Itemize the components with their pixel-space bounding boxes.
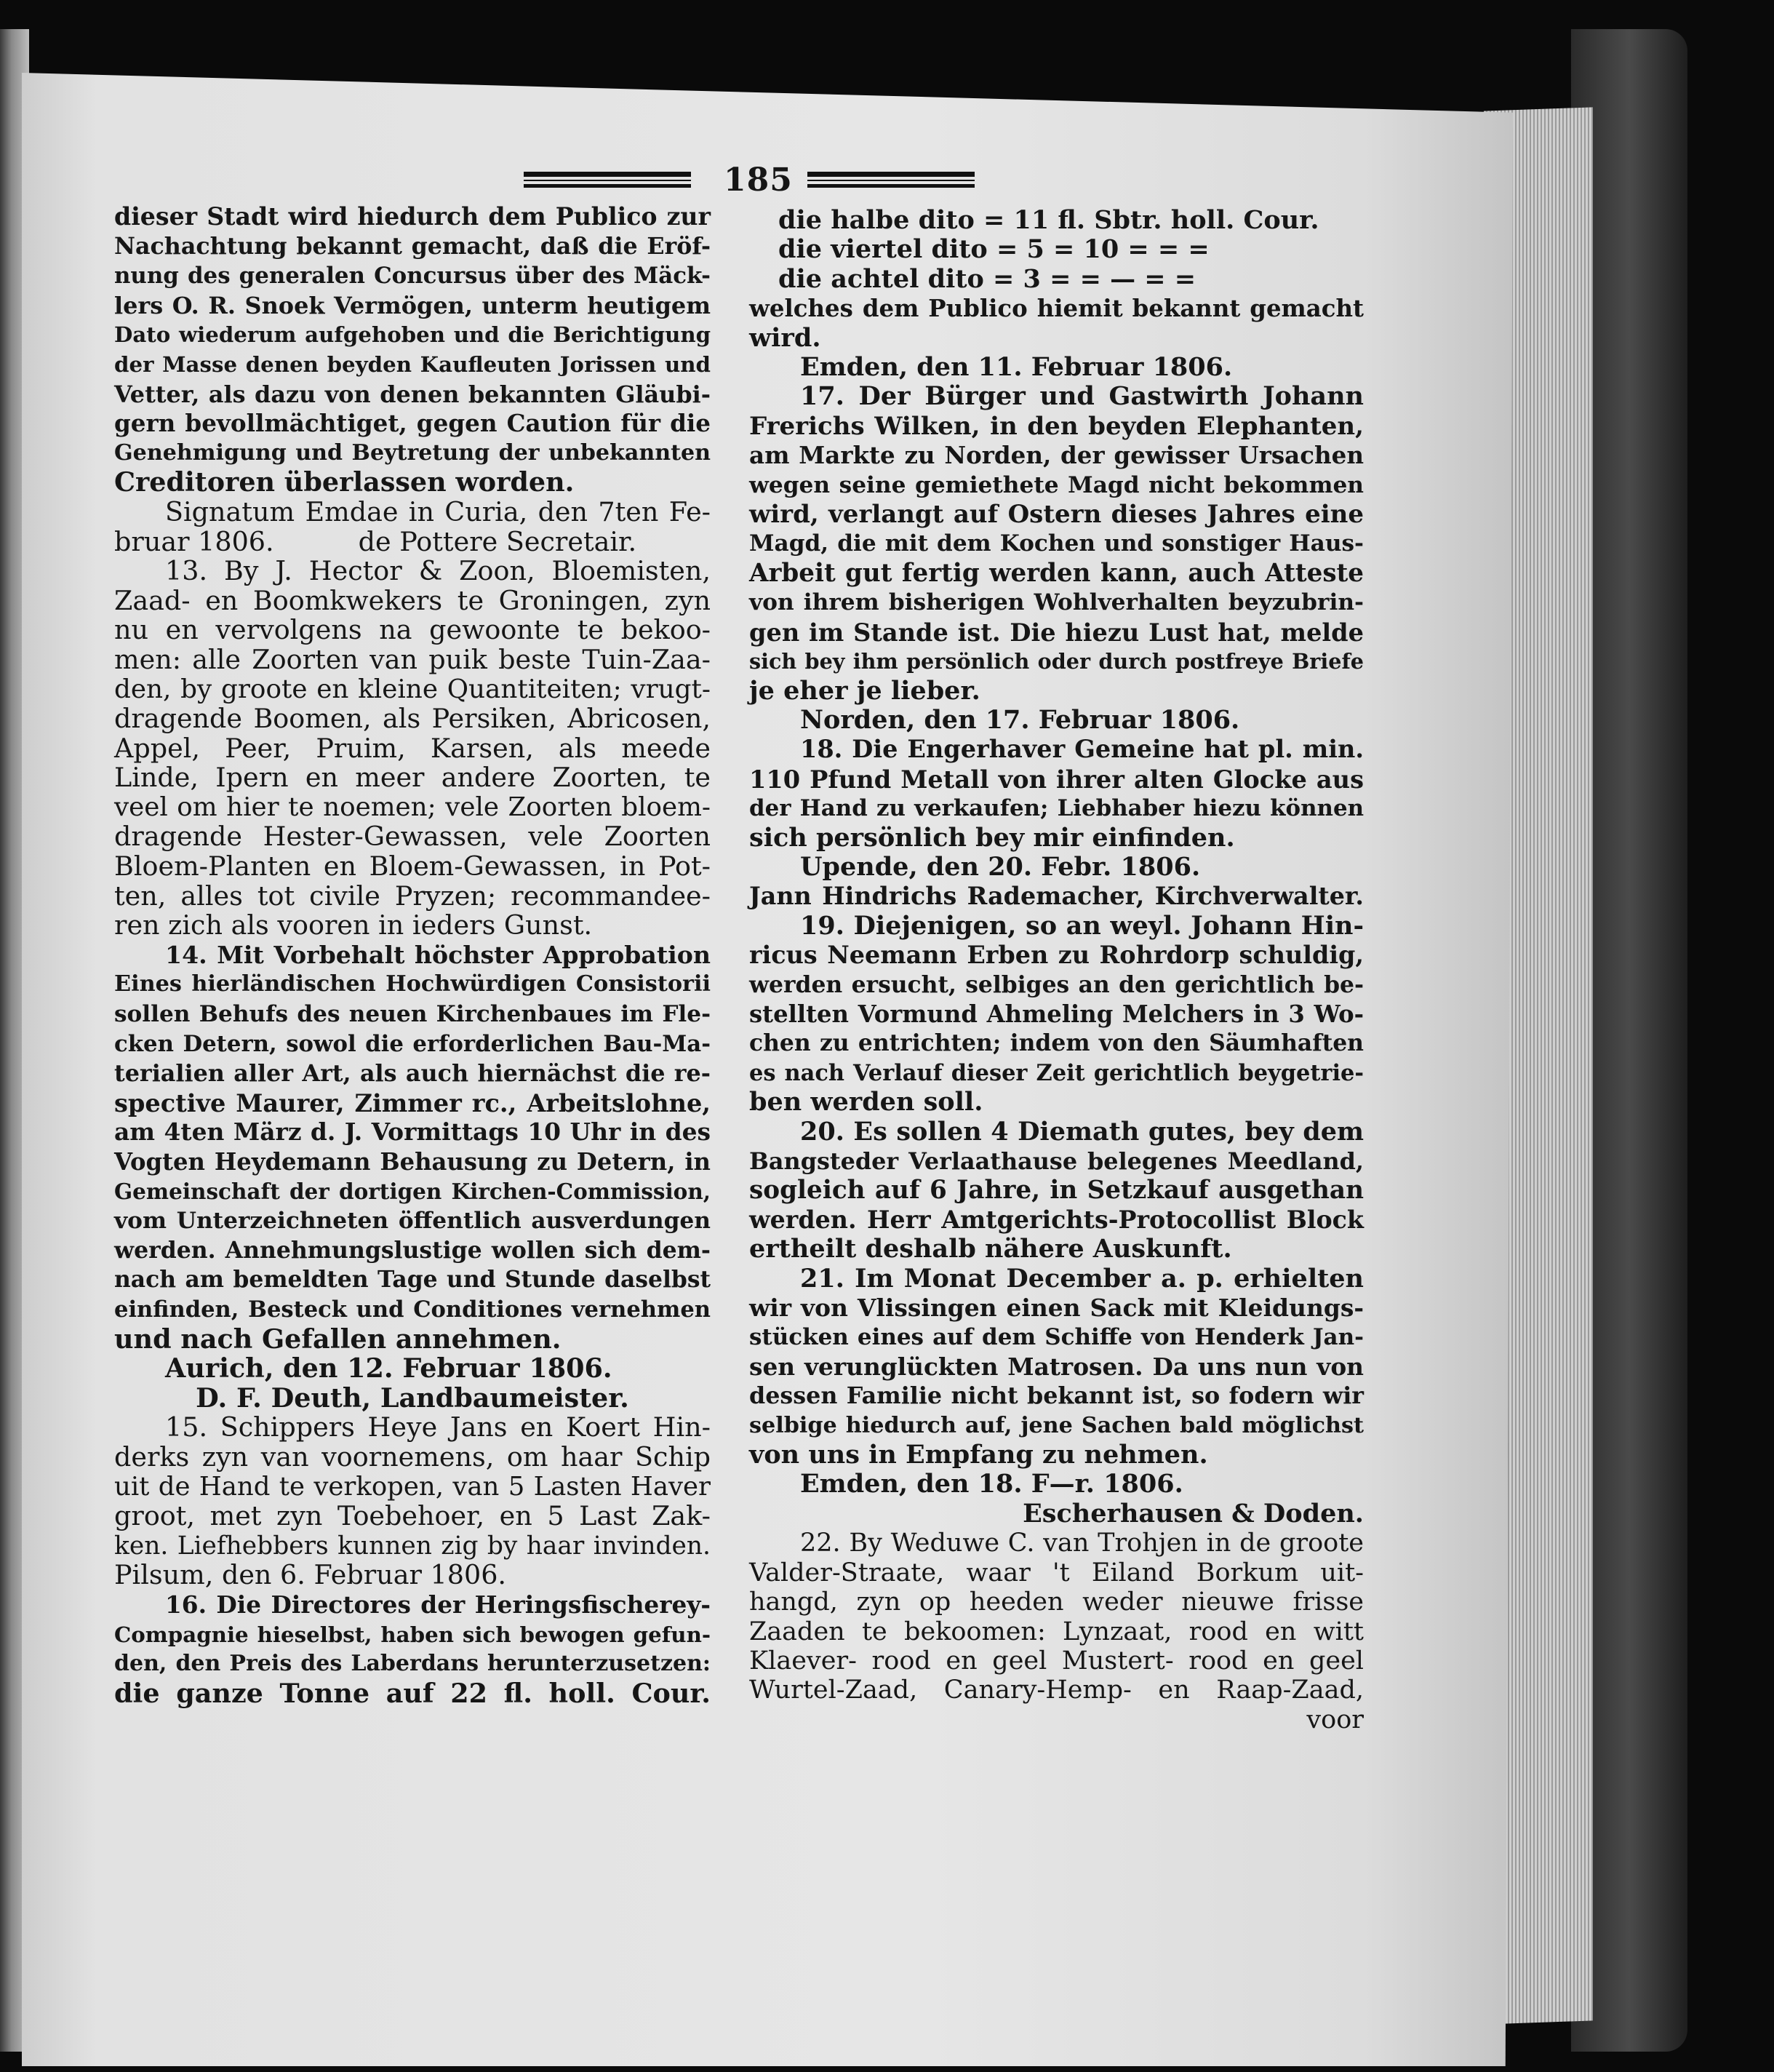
text-line: und nach Gefallen annehmen.	[114, 1323, 562, 1355]
text-line: gern bevollmächtiget, gegen Caution für die	[114, 409, 711, 438]
text-line: ertheilt deshalb nähere Auskunft.	[749, 1234, 1232, 1264]
text-line: wir von Vlissingen einen Sack mit Kleidungs-	[749, 1294, 1364, 1323]
text-line: 21. Im Monat December a. p. erhielten	[800, 1263, 1364, 1294]
header-rule-left	[524, 172, 691, 188]
text-line: Signatum Emdae in Curia, den 7ten Fe-	[165, 495, 711, 527]
text-line: Gemeinschaft der dortigen Kirchen-Commission,	[114, 1178, 711, 1204]
text-line: terialien aller Art, als auch hiernächst die re-	[114, 1059, 711, 1088]
catchword: voor	[1306, 1705, 1364, 1734]
text-line: der Hand zu verkaufen; Liebhaber hiezu können	[749, 795, 1364, 822]
text-line: selbige hiedurch auf, jene Sachen bald möglichst	[749, 1412, 1364, 1438]
text-line: Klaever- rood en geel Mustert- rood en geel	[749, 1646, 1364, 1675]
text-line: sich bey ihm persönlich oder durch postfreye Briefe	[749, 649, 1364, 674]
text-line: Bangsteder Verlaathause belegenes Meedland,	[749, 1147, 1364, 1175]
text-line: Compagnie hieselbst, haben sich bewogen gefun-	[114, 1622, 711, 1647]
text-line: stellten Vormund Ahmeling Melchers in 3 Wo-	[749, 1000, 1364, 1028]
text-line: wegen seine gemiethete Magd nicht bekommen	[749, 471, 1364, 498]
text-line: werden. Annehmungslustige wollen sich dem-	[114, 1236, 711, 1264]
text-line: Emden, den 18. F—r. 1806.	[800, 1469, 1183, 1499]
text-line: Appel, Peer, Pruim, Karsen, als meede	[114, 732, 711, 764]
text-line: cken Detern, sowol die erforderlichen Bau-Ma-	[114, 1030, 711, 1057]
text-line: 20. Es sollen 4 Diemath gutes, bey dem	[800, 1116, 1364, 1147]
text-line: dessen Familie nicht bekannt ist, so fodern wir	[749, 1382, 1364, 1410]
text-line: stücken eines auf dem Schiffe von Henderk Jan-	[749, 1324, 1364, 1351]
text-line: wird, verlangt auf Ostern dieses Jahres eine	[749, 500, 1364, 530]
text-line: 110 Pfund Metall von ihrer alten Glocke aus	[749, 764, 1364, 794]
text-line: dragende Hester-Gewassen, vele Zoorten	[114, 821, 711, 853]
text-line: 17. Der Bürger und Gastwirth Johann	[800, 381, 1364, 412]
text-line: je eher je lieber.	[749, 675, 980, 706]
text-line: ben werden soll.	[749, 1087, 983, 1117]
text-line: sich persönlich bey mir einfinden.	[749, 822, 1235, 853]
text-line: Magd, die mit dem Kochen und sonstiger Haus-	[749, 530, 1364, 557]
text-line: Valder-Straate, waar 't Eiland Borkum uit-	[749, 1558, 1364, 1587]
text-line: Escherhausen & Doden.	[1023, 1498, 1364, 1529]
text-line: Genehmigung und Beytretung der unbekannten	[114, 439, 711, 466]
header-rule-right	[807, 172, 975, 188]
page-header	[524, 162, 975, 198]
text-line: am 4ten März d. J. Vormittags 10 Uhr in des	[114, 1117, 711, 1147]
text-line: Upende, den 20. Febr. 1806.	[800, 851, 1201, 882]
text-line: 18. Die Engerhaver Gemeine hat pl. min.	[800, 735, 1364, 764]
text-line: Vetter, als dazu von denen bekannten Gläubi-	[114, 380, 711, 408]
page-number: 185	[724, 162, 793, 199]
text-line: dragende Boomen, als Persiken, Abricosen,	[114, 703, 711, 735]
text-line: 13. By J. Hector & Zoon, Bloemisten,	[165, 555, 711, 587]
text-line: es nach Verlauf dieser Zeit gerichtlich beygetrie-	[749, 1059, 1364, 1086]
text-line: Bloem-Planten en Bloem-Gewassen, in Pot-	[114, 850, 711, 882]
text-line: am Markte zu Norden, der gewisser Ursachen	[749, 441, 1364, 470]
text-line: Vogten Heydemann Behausung zu Detern, in	[114, 1148, 711, 1176]
text-line: die viertel dito = 5 = 10 = = =	[778, 234, 1210, 265]
text-line: D. F. Deuth, Landbaumeister.	[196, 1382, 629, 1414]
text-line: Aurich, den 12. Februar 1806.	[165, 1352, 612, 1384]
text-line: uit de Hand te verkopen, van 5 Lasten Haver	[114, 1471, 711, 1502]
left-column	[114, 202, 711, 1708]
text-line: Linde, Ipern en meer andere Zoorten, te	[114, 762, 711, 794]
text-line: 15. Schippers Heye Jans en Koert Hin-	[165, 1411, 711, 1443]
text-line: die halbe dito = 11 fl. Sbtr. holl. Cour.	[778, 205, 1319, 235]
text-line: die ganze Tonne auf 22 fl. holl. Cour.	[114, 1677, 711, 1709]
text-line: einfinden, Besteck und Conditiones vernehmen	[114, 1296, 711, 1323]
text-line: den, by groote en kleine Quantiteiten; vrugt-	[114, 674, 711, 704]
text-line: die achtel dito = 3 = = — = =	[778, 263, 1196, 294]
text-line: von ihrem bisherigen Wohlverhalten beyzubrin-	[749, 589, 1364, 616]
text-line: nu en vervolgens na gewoonte te bekoo-	[114, 614, 711, 646]
text-line: vom Unterzeichneten öffentlich ausverdungen	[114, 1208, 711, 1235]
text-line: Zaaden te bekoomen: Lynzaat, rood en witt	[749, 1617, 1364, 1646]
text-line: nung des generalen Concursus über des Mäck-	[114, 263, 711, 290]
text-line: Wurtel-Zaad, Canary-Hemp- en Raap-Zaad,	[749, 1675, 1364, 1705]
text-line: ren zich als vooren in ieders Gunst.	[114, 909, 593, 941]
text-line: den, den Preis des Laberdans herunterzusetzen:	[114, 1651, 711, 1677]
text-line: welches dem Publico hiemit bekannt gemacht	[749, 295, 1364, 323]
text-line: veel om hier te noemen; vele Zoorten bloem-	[114, 792, 711, 822]
text-line: wird.	[749, 322, 821, 353]
text-line: gen im Stande ist. Die hiezu Lust hat, melde	[749, 617, 1364, 647]
text-line: ken. Liefhebbers kunnen zig by haar invinden.	[114, 1531, 711, 1561]
text-line: Jann Hindrichs Rademacher, Kirchverwalter.	[749, 882, 1364, 911]
text-line: Norden, den 17. Februar 1806.	[800, 704, 1240, 735]
text-line: von uns in Empfang zu nehmen.	[749, 1440, 1208, 1470]
text-line: 14. Mit Vorbehalt höchster Approbation	[165, 940, 711, 969]
text-line: lers O. R. Snoek Vermögen, unterm heutigem	[114, 291, 711, 319]
text-line: chen zu entrichten; indem von den Säumhaften	[749, 1030, 1364, 1057]
text-line: Creditoren überlassen worden.	[114, 466, 575, 498]
text-line: spective Maurer, Zimmer rc., Arbeitslohne,	[114, 1088, 711, 1117]
text-line: Arbeit gut fertig werden kann, auch Atteste	[749, 558, 1364, 588]
text-line: ten, alles tot civile Pryzen; recommandee-	[114, 880, 711, 912]
text-line: nach am bemeldten Tage und Stunde daselbst	[114, 1267, 711, 1294]
text-line: werden ersucht, selbiges an den gerichtlich be-	[749, 971, 1364, 998]
text-line: 16. Die Directores der Heringsfischerey-	[165, 1590, 711, 1619]
text-line: der Masse denen beyden Kaufleuten Jorissen und	[114, 351, 711, 377]
text-line: sen verunglückten Matrosen. Da uns nun von	[749, 1352, 1364, 1381]
text-line: Frerichs Wilken, in den beyden Elephanten,	[749, 411, 1364, 441]
right-column	[749, 206, 1364, 1734]
text-line: 19. Diejenigen, so an weyl. Johann Hin-	[800, 910, 1364, 941]
text-line: groot, met zyn Toebehoer, en 5 Last Zak-	[114, 1500, 711, 1532]
text-line: derks zyn van voornemens, om haar Schip	[114, 1441, 711, 1473]
text-line: Pilsum, den 6. Februar 1806.	[114, 1559, 507, 1591]
text-line: Dato wiederum aufgehoben und die Berichtigung	[114, 322, 711, 348]
text-line: ricus Neemann Erben zu Rohrdorp schuldig,	[749, 941, 1364, 970]
text-line: dieser Stadt wird hiedurch dem Publico zur	[114, 202, 711, 231]
text-line: 22. By Weduwe C. van Trohjen in de groote	[800, 1529, 1364, 1558]
text-line: sollen Behufs des neuen Kirchenbaues im Fle-	[114, 1001, 711, 1028]
text-line: Emden, den 11. Februar 1806.	[800, 352, 1233, 383]
text-line: men: alle Zoorten van puik beste Tuin-Zaa-	[114, 643, 711, 675]
text-line: hangd, zyn op heeden weder nieuwe frisse	[749, 1587, 1364, 1617]
text-line: Eines hierländischen Hochwürdigen Consistorii	[114, 971, 711, 997]
text-line: Nachachtung bekannt gemacht, daß die Eröf-	[114, 232, 711, 260]
text-line: werden. Herr Amtgerichts-Protocollist Block	[749, 1205, 1364, 1234]
text-line: Zaad- en Boomkwekers te Groningen, zyn	[114, 584, 711, 616]
text-line: sogleich auf 6 Jahre, in Setzkauf ausgethan	[749, 1176, 1364, 1206]
text-line: bruar 1806. de Pottere Secretair.	[114, 525, 637, 557]
